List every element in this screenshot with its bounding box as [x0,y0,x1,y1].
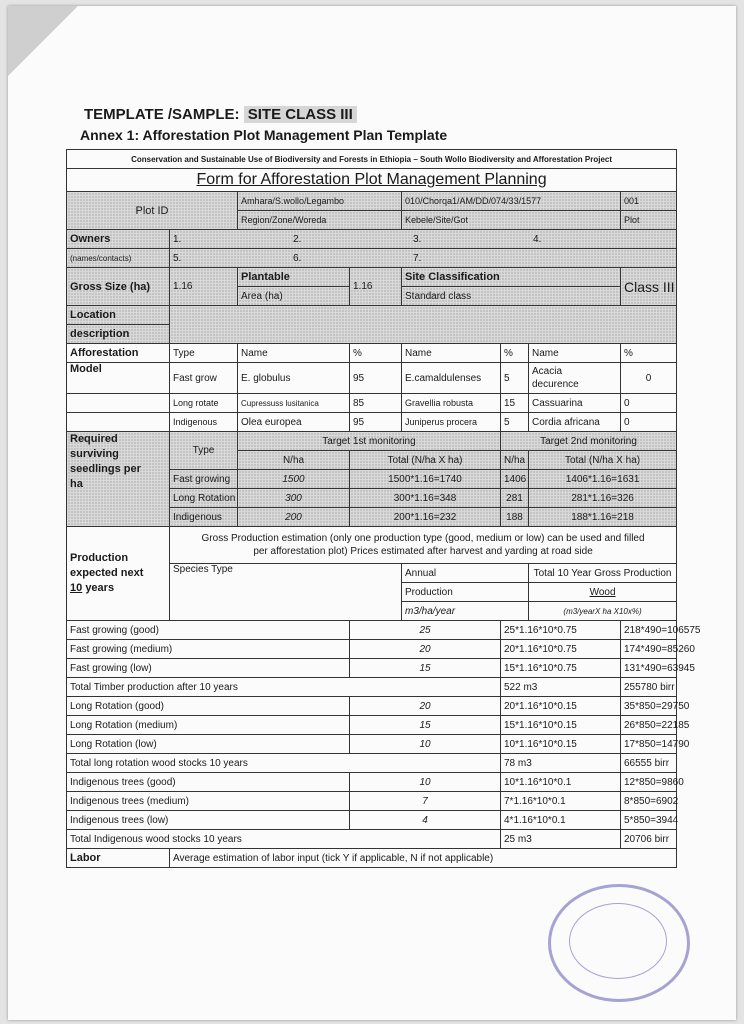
production-label-3: 10 [70,581,83,594]
production-row [67,811,677,830]
management-plan-form [66,149,701,868]
production-species: Indigenous trees (good) [67,773,350,792]
production-head-annual-3: m3/ha/year [402,602,529,621]
production-total-wood: 25 m3 [501,830,621,849]
owner-7: 7. [413,252,422,264]
official-stamp [548,884,690,1002]
production-label-4: years [85,581,115,594]
production-annual: 15 [350,659,501,678]
production-head-total: Total 10 Year Gross Production [529,564,677,583]
model-row-type: Long rotate [170,394,238,413]
plantable-value: 1.16 [350,268,402,306]
production-species: Indigenous trees (low) [67,811,350,830]
production-species: Indigenous trees (medium) [67,792,350,811]
stamp-inner-ring [569,903,667,979]
model-head-name-2: Name [402,344,501,363]
production-note [170,527,677,564]
production-row [67,716,677,735]
region-value: Amhara/S.wollo/Legambo [238,192,402,211]
model-row-pct: 95 [350,413,402,432]
model-row-name: Juniperus procera [402,413,501,432]
model-row-name: Cassuarina [529,394,621,413]
model-head-type: Type [170,344,238,363]
seedlings-sub-nha-1: N/ha [238,451,350,470]
model-label-1: Afforestation [67,344,170,363]
seedlings-row-total: 300*1.16=348 [350,489,501,508]
seedlings-row-type: Long Rotation [170,489,238,508]
folded-corner [8,6,78,76]
seedlings-head-type: Type [170,432,238,470]
production-total-label: Total Indigenous wood stocks 10 years [67,830,501,849]
production-total-money: 255780 birr [621,678,677,697]
production-note-1: Gross Production estimation (only one production type (good, medium or low) can be used and filled [201,532,645,544]
seedlings-sub-nha-2: N/ha [501,451,529,470]
seedlings-row-total: 281*1.16=326 [529,489,677,508]
production-label [67,527,170,621]
production-total-wood: 522 m3 [501,678,621,697]
model-row-pct: 5 [501,413,529,432]
seedlings-label-2: surviving [70,447,119,460]
production-wood: 15*1.16*10*0.15 [501,716,621,735]
location-value [170,306,677,344]
production-wood: 20*1.16*10*0.15 [501,697,621,716]
model-spacer [67,413,170,432]
plantable-label: Plantable [238,268,350,287]
production-species: Fast growing (low) [67,659,350,678]
production-total-wood: 78 m3 [501,754,621,773]
production-annual: 20 [350,697,501,716]
model-head-pct-2: % [501,344,529,363]
production-species: Long Rotation (medium) [67,716,350,735]
owner-1: 1. [173,233,182,245]
project-banner: Conservation and Sustainable Use of Biodiversity and Forests in Ethiopia – South Wollo Biodiversity and Afforestation Project [67,150,677,169]
model-row-pct: 0 [621,394,677,413]
production-annual: 7 [350,792,501,811]
model-row-pct: 85 [350,394,402,413]
production-total-row [67,678,677,697]
production-head-annual-1: Annual [402,564,529,583]
seedlings-label-3: seedlings per [70,462,141,475]
model-row-name [529,363,621,394]
owners-sublabel: (names/contacts) [67,249,170,268]
site-class-heading: SITE CLASS III [244,106,357,123]
production-label-1: Production [70,552,129,565]
model-label-2: Model [67,363,170,394]
location-label-2: description [67,325,170,344]
template-label: TEMPLATE /SAMPLE: [84,106,240,123]
seedlings-label-1: Required [70,433,118,445]
seedlings-row-total: 188*1.16=218 [529,508,677,527]
plot-caption: Plot [621,211,677,230]
production-money: 218*490=106575 [621,621,677,640]
owner-2: 2. [293,233,302,245]
production-total-row [67,754,677,773]
kebele-value: 010/Chorqa1/AM/DD/074/33/1577 [402,192,621,211]
seedlings-label [67,432,170,527]
owner-4: 4. [533,233,542,245]
seedlings-head-target-2: Target 2nd monitoring [501,432,677,451]
production-total-label: Total long rotation wood stocks 10 years [67,754,501,773]
production-wood: 25*1.16*10*0.75 [501,621,621,640]
seedlings-row-nha: 1406 [501,470,529,489]
site-classification-label: Site Classification [402,268,621,287]
production-wood: 10*1.16*10*0.1 [501,773,621,792]
model-row-pct: 0 [621,413,677,432]
gross-size-value: 1.16 [170,268,238,306]
seedlings-row-total: 200*1.16=232 [350,508,501,527]
production-row [67,621,677,640]
production-money: 35*850=29750 [621,697,677,716]
production-total-row [67,830,677,849]
production-money: 26*850=22185 [621,716,677,735]
production-total-label: Total Timber production after 10 years [67,678,501,697]
model-head-pct-1: % [350,344,402,363]
production-row [67,735,677,754]
production-label-2: expected next [70,567,144,580]
production-species: Fast growing (good) [67,621,350,640]
production-wood: 20*1.16*10*0.75 [501,640,621,659]
seedlings-row-total: 1406*1.16=1631 [529,470,677,489]
production-annual: 4 [350,811,501,830]
production-total-money: 20706 birr [621,830,677,849]
production-wood: 4*1.16*10*0.1 [501,811,621,830]
production-note-2: per afforestation plot) Prices estimated after harvest and yarding at road side [253,546,593,557]
model-name-part: Acacia [532,365,563,377]
production-total-money: 66555 birr [621,754,677,773]
production-row [67,773,677,792]
seedlings-row-nha: 1500 [238,470,350,489]
seedlings-row-nha: 188 [501,508,529,527]
owners-row-2 [170,249,677,268]
owner-6: 6. [293,252,302,264]
production-annual: 15 [350,716,501,735]
model-head-name-1: Name [238,344,350,363]
production-row [67,640,677,659]
production-money: 174*490=85260 [621,640,677,659]
production-head-wood-unit: (m3/yearX ha X10x%) [529,602,677,621]
owners-row-1 [170,230,677,249]
production-head-annual-2: Production [402,583,529,602]
document-page [8,6,736,1020]
production-head-species: Species Type [170,564,402,621]
model-row-name: Cupressuss lusitanica [238,394,350,413]
template-heading [84,106,357,123]
location-label-1: Location [67,306,170,325]
production-row [67,697,677,716]
model-row-pct: 0 [621,363,677,394]
production-annual: 25 [350,621,501,640]
production-money: 17*850=14790 [621,735,677,754]
production-money: 8*850=6902 [621,792,677,811]
production-head-wood: Wood [529,583,677,602]
plot-value: 001 [621,192,677,211]
production-wood: 15*1.16*10*0.75 [501,659,621,678]
production-annual: 10 [350,773,501,792]
model-spacer [67,394,170,413]
gross-size-label: Gross Size (ha) [67,268,170,306]
owner-3: 3. [413,233,422,245]
seedlings-row-nha: 300 [238,489,350,508]
model-head-pct-3: % [621,344,677,363]
production-wood: 10*1.16*10*0.15 [501,735,621,754]
production-species: Long Rotation (low) [67,735,350,754]
seedlings-head-target-1: Target 1st monitoring [238,432,501,451]
production-wood: 7*1.16*10*0.1 [501,792,621,811]
owners-label: Owners [67,230,170,249]
seedlings-sub-total-2: Total (N/ha X ha) [529,451,677,470]
production-species: Long Rotation (good) [67,697,350,716]
region-caption: Region/Zone/Woreda [238,211,402,230]
model-row-type: Fast grow [170,363,238,394]
model-row-name: E. globulus [238,363,350,394]
production-money: 5*850=3944 [621,811,677,830]
labor-note: Average estimation of labor input (tick Y if applicable, N if not applicable) [170,849,677,868]
area-label: Area (ha) [238,287,350,306]
standard-class-label: Standard class [402,287,621,306]
form-title: Form for Afforestation Plot Management Planning [67,169,677,192]
model-head-name-3: Name [529,344,621,363]
model-row-name: Gravellia robusta [402,394,501,413]
model-row-name: Cordia africana [529,413,621,432]
production-row [67,659,677,678]
model-row-name: Olea europea [238,413,350,432]
plot-id-label: Plot ID [67,192,238,230]
production-annual: 20 [350,640,501,659]
annex-title: Annex 1: Afforestation Plot Management Plan Template [80,127,448,143]
model-row-pct: 95 [350,363,402,394]
seedlings-row-type: Indigenous [170,508,238,527]
owner-5: 5. [173,252,182,264]
model-row-pct: 15 [501,394,529,413]
seedlings-label-4: ha [70,477,83,490]
seedlings-row-type: Fast growing [170,470,238,489]
seedlings-sub-total-1: Total (N/ha X ha) [350,451,501,470]
seedlings-row-nha: 281 [501,489,529,508]
production-row [67,792,677,811]
model-row-type: Indigenous [170,413,238,432]
model-row-pct: 5 [501,363,529,394]
model-row-name: E.camaldulenses [402,363,501,394]
kebele-caption: Kebele/Site/Got [402,211,621,230]
production-money: 131*490=63945 [621,659,677,678]
labor-label: Labor [67,849,170,868]
production-annual: 10 [350,735,501,754]
production-species: Fast growing (medium) [67,640,350,659]
model-name-part: decurence [532,379,579,390]
site-class-value: Class III [621,268,677,306]
production-money: 12*850=9860 [621,773,677,792]
seedlings-row-total: 1500*1.16=1740 [350,470,501,489]
seedlings-row-nha: 200 [238,508,350,527]
